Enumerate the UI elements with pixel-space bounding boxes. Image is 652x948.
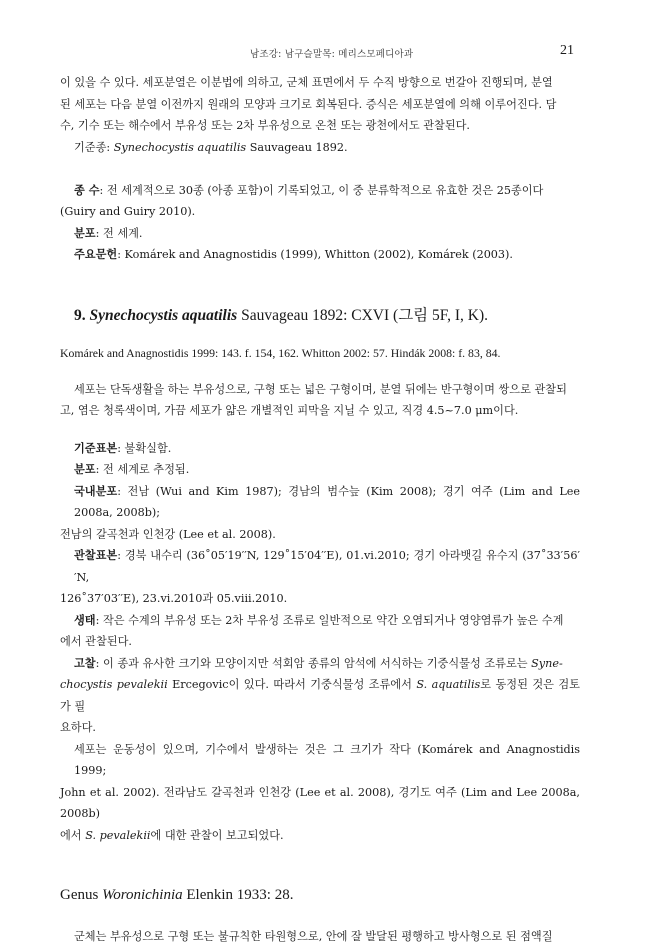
species-count-line — [60, 180, 580, 202]
type-specimen-text: : 불확실함. — [117, 441, 172, 455]
genus-authority: Elenkin 1933: 28. — [186, 887, 294, 903]
ecology-line: 에서 관찰된다. — [60, 635, 132, 648]
remark-taxon: chocystis pevalekii — [60, 678, 168, 691]
motility-text: 에 대한 관찰이 보고되었다. — [150, 828, 284, 842]
remark-line: 요하다. — [60, 721, 96, 734]
motility-line: 세포는 운동성이 있으며, 기수에서 발생하는 것은 그 크기가 작다 (Komárek and Anagnostidis 1999; — [74, 742, 580, 777]
intro-line: 수, 기수 또는 해수에서 부유성 또는 2차 부유성으로 온천 또는 광천에서도 관찰된다. — [60, 119, 470, 132]
domestic-distribution-line — [60, 481, 580, 524]
motility-text: 에서 — [60, 828, 82, 842]
species-name: Synechocystis aquatilis — [89, 307, 238, 324]
page-number: 21 — [560, 43, 574, 58]
description-line: 고, 염은 청록색이며, 가끔 세포가 얇은 개별적인 피막을 지닐 수 있고, 직경 4.5~7.0 μm이다. — [60, 404, 519, 417]
observed-specimen-line: 126˚37′03′′E), 23.vi.2010과 05.viii.2010. — [60, 592, 288, 605]
citation-line: Komárek and Anagnostidis 1999: 143. f. 154, 162. Whitton 2002: 57. Hindák 2008: f. 83, 84. — [60, 346, 501, 360]
distribution-line — [60, 223, 580, 245]
domestic-distribution-text: : 전남 (Wui and Kim 1987); 경남의 범수늪 (Kim 2008); 경기 여주 (Lim and Lee 2008a, 2008b); — [74, 484, 580, 519]
species-count-text: : 전 세계적으로 30종 (아종 포함)이 기록되었고, 이 중 분류학적으로 유효한 것은 25종이다 — [99, 183, 544, 197]
type-species-author: Sauvageau 1892. — [249, 140, 348, 154]
remark-line — [60, 674, 580, 717]
species-count-label: 종 수 — [74, 182, 100, 197]
intro-line: 된 세포는 다음 분열 이전까지 원래의 모양과 크기로 회복된다. 증식은 세포분열에 의해 이루어진다. 담 — [60, 97, 557, 111]
type-specimen-label: 기준표본 — [74, 440, 118, 455]
running-title: 남조강: 남구슬말목: 메리스모페디아과 — [250, 49, 414, 60]
domestic-distribution-line: 전남의 갈곡천과 인천강 (Lee et al. 2008). — [60, 527, 276, 541]
distribution-line — [60, 459, 580, 481]
species-count-line: (Guiry and Guiry 2010). — [60, 205, 196, 218]
motility-line: John et al. 2002). 전라남도 갈곡천과 인천강 (Lee et al. 2008), 경기도 여주 (Lim and Lee 2008a, 2008b) — [60, 785, 580, 820]
genus-label: Genus — [60, 887, 99, 903]
remark-line — [60, 653, 580, 675]
ecology-line — [60, 610, 580, 632]
distribution-text: : 전 세계. — [95, 226, 143, 240]
type-specimen-line — [60, 438, 580, 460]
domestic-distribution-label: 국내분포 — [74, 483, 118, 498]
main-references-text: : Komárek and Anagnostidis (1999), Whitton (2002), Komárek (2003). — [117, 248, 513, 261]
remark-text: Ercegovic이 있다. 따라서 기중식물성 조류에서 — [172, 678, 412, 691]
type-species-label: 기준종: — [74, 140, 111, 154]
remark-text: : 이 종과 유사한 크기와 모양이지만 석회암 종류의 암석에 서식하는 기중식물성 조류로는 — [95, 656, 528, 670]
page-header — [0, 43, 652, 62]
motility-line — [60, 825, 580, 847]
distribution-label: 분포 — [74, 462, 96, 476]
description-line: 세포는 단독생활을 하는 부유성으로, 구형 또는 넓은 구형이며, 분열 뒤에는 반구형이며 쌍으로 관찰되 — [74, 382, 567, 396]
main-references-label: 주요문헌 — [74, 247, 118, 261]
type-species-name: Synechocystis aquatilis — [113, 140, 247, 154]
intro-line: 이 있을 수 있다. 세포분열은 이분법에 의하고, 군체 표면에서 두 수직 방향으로 번갈아 진행되며, 분열 — [60, 76, 553, 89]
species-authority: Sauvageau 1892: CXVI (그림 5F, I, K). — [241, 307, 489, 324]
type-species-line — [60, 137, 580, 159]
genus-heading — [60, 884, 580, 906]
ecology-text: : 작은 수계의 부유성 또는 2차 부유성 조류로 일반적으로 약간 오염되거나 영양염류가 높은 수계 — [95, 613, 564, 627]
ecology-label: 생태 — [74, 612, 96, 627]
remark-text: 로 동정된 것은 검토가 필 — [60, 678, 580, 713]
observed-specimen-text: : 경북 내수리 (36˚05′19′′N, 129˚15′04′′E), 01.vi.2010; 경기 아라뱃길 유수지 (37˚33′56′′N, — [74, 549, 580, 584]
species-number: 9. — [74, 307, 86, 324]
observed-specimen-label: 관찰표본 — [74, 548, 118, 562]
motility-taxon: S. pevalekii — [85, 828, 151, 842]
remark-taxon: S. aquatilis — [416, 678, 481, 691]
genus-name: Woronichinia — [102, 887, 183, 903]
observed-specimen-line — [60, 545, 580, 588]
species-heading — [60, 305, 580, 327]
distribution-text: : 전 세계로 추정됨. — [95, 463, 190, 476]
genus-description-line: 군체는 부유성으로 구형 또는 불규칙한 타원형으로, 안에 잘 발달된 평행하고 방사형으로 된 점액질 — [74, 930, 553, 943]
page-body — [60, 72, 580, 948]
remark-label: 고찰 — [74, 655, 96, 670]
remark-taxon: Syne- — [531, 656, 563, 670]
main-references-line — [60, 244, 580, 266]
distribution-label: 분포 — [74, 225, 96, 240]
